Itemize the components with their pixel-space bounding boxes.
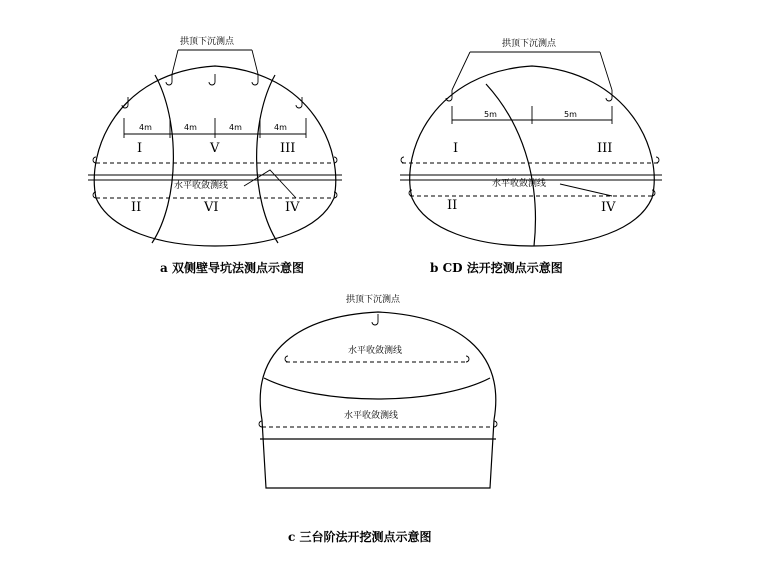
cd-middle-wall-b xyxy=(486,84,535,246)
crown-hook-right-a xyxy=(252,74,258,85)
convergence-leader-a xyxy=(244,170,296,198)
zone-label-b-2: III xyxy=(597,141,613,156)
tunnel-outline-a xyxy=(94,66,335,246)
upper-bench-line-c xyxy=(264,378,490,399)
caption-b: b CD 法开挖测点示意图 xyxy=(430,261,563,275)
tunnel-outline-b xyxy=(410,66,654,246)
diagram-a xyxy=(88,35,342,275)
convergence-leader-b xyxy=(560,184,612,196)
convergence-label-b: 水平收敛测线 xyxy=(492,179,547,189)
zone-label-a-1: I xyxy=(137,141,143,156)
zone-label-a-2: V xyxy=(210,141,220,156)
dim-label-a-4: 4m xyxy=(274,123,287,132)
zone-label-a-4: II xyxy=(131,200,142,215)
crown-label-b: 拱顶下沉测点 xyxy=(502,39,557,49)
crown-hook-c xyxy=(372,314,378,325)
crown-label-a: 拱顶下沉测点 xyxy=(180,37,235,47)
diagram-c xyxy=(259,293,497,544)
dim-label-a-1: 4m xyxy=(139,123,152,132)
left-pilot-wall-a xyxy=(152,75,173,243)
dim-label-b-1: 5m xyxy=(484,110,497,119)
caption-a: a 双侧壁导坑法测点示意图 xyxy=(160,261,304,275)
tunnel-outline-c xyxy=(260,312,496,488)
convergence-label-c-1: 水平收敛测线 xyxy=(348,346,403,356)
caption-c: c 三台阶法开挖测点示意图 xyxy=(288,530,432,544)
zone-label-b-4: IV xyxy=(601,200,616,215)
convergence-label-a: 水平收敛测线 xyxy=(174,181,229,191)
convergence-label-c-2: 水平收敛测线 xyxy=(344,411,399,421)
zone-label-a-6: IV xyxy=(285,200,300,215)
wall-hook-right-upper-c xyxy=(466,356,469,362)
wall-hook-left-upper-b xyxy=(401,157,404,163)
crown-label-c: 拱顶下沉测点 xyxy=(346,295,401,305)
wall-hook-left-upper-c xyxy=(285,356,288,362)
crown-leader-b xyxy=(452,52,612,90)
zone-label-b-3: II xyxy=(447,198,458,213)
dim-label-a-2: 4m xyxy=(184,123,197,132)
dim-label-b-2: 5m xyxy=(564,110,577,119)
wall-hook-right-upper-b xyxy=(656,157,659,163)
zone-label-b-1: I xyxy=(453,141,459,156)
dim-label-a-3: 4m xyxy=(229,123,242,132)
crown-hook-center-a xyxy=(209,74,215,85)
right-pilot-wall-a xyxy=(257,75,278,243)
zone-label-a-3: III xyxy=(280,141,296,156)
diagram-b xyxy=(400,37,662,275)
zone-label-a-5: VI xyxy=(204,200,219,215)
